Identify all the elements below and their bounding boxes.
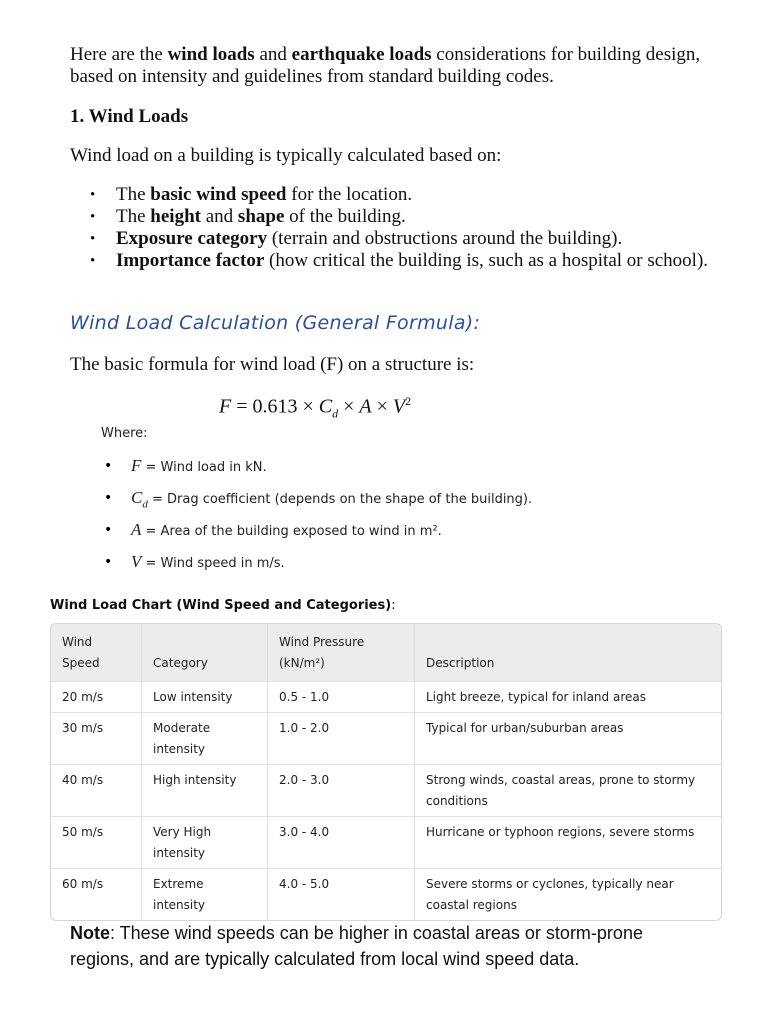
header-wind-pressure [268, 624, 415, 682]
variable-symbol: C [131, 488, 143, 507]
where-label: Where: [101, 426, 148, 441]
factor-bold: height [150, 206, 201, 227]
cell-category: Extreme intensity [142, 869, 268, 921]
chart-title-text: Wind Load Chart (Wind Speed and Categories) [50, 598, 392, 613]
factor-mid: and [200, 206, 238, 227]
variable-item [104, 520, 704, 552]
formula-times-v: × [371, 395, 393, 418]
cell-description: Hurricane or typhoon regions, severe storms [415, 817, 722, 869]
intro-text-2: and [254, 44, 292, 65]
formula-v: V [392, 395, 406, 418]
formula-a: A [359, 395, 372, 418]
section-heading-wind-loads: 1. Wind Loads [70, 106, 189, 127]
factor-bold-2: shape [237, 206, 285, 227]
variable-symbol: F [131, 456, 142, 475]
table-row [51, 765, 721, 817]
factor-post: (how critical the building is, such as a hospital or school). [264, 250, 709, 271]
formula-v-sup: 2 [405, 394, 412, 408]
factor-post: for the location. [286, 184, 413, 205]
table-header-row [51, 624, 721, 682]
cell-description: Light breeze, typical for inland areas [415, 682, 722, 713]
intro-text-1: Here are the [70, 44, 168, 65]
cell-category: Moderate intensity [142, 713, 268, 765]
cell-speed: 40 m/s [51, 765, 142, 817]
cell-speed: 20 m/s [51, 682, 142, 713]
formula-cd: C [318, 395, 333, 418]
cell-description: Strong winds, coastal areas, prone to stormy conditions [415, 765, 722, 817]
factor-bold: Importance factor [116, 250, 265, 271]
note-text: : These wind speeds can be higher in coastal areas or storm-prone regions, and are typically calculated from local wind speed data. [70, 923, 643, 969]
factor-post: of the building. [284, 206, 406, 227]
cell-category: Low intensity [142, 682, 268, 713]
variable-item [104, 456, 704, 488]
variable-subscript: d [142, 498, 148, 511]
factor-bold: Exposure category [116, 228, 268, 249]
formula-eq: = 0.613 × [231, 395, 319, 418]
intro-paragraph [70, 44, 710, 88]
cell-speed: 50 m/s [51, 817, 142, 869]
wind-load-chart-title [50, 598, 396, 613]
wind-load-factor-list [70, 184, 710, 272]
formula-f: F [219, 395, 232, 418]
variable-desc: = Wind speed in m/s. [141, 556, 285, 571]
factor-post: (terrain and obstructions around the building). [267, 228, 623, 249]
factor-pre: The [116, 206, 151, 227]
formula-intro: The basic formula for wind load (F) on a structure is: [70, 354, 475, 375]
formula-times-a: × [338, 395, 360, 418]
cell-speed: 60 m/s [51, 869, 142, 921]
wind-load-formula [219, 394, 411, 422]
cell-pressure: 1.0 - 2.0 [268, 713, 415, 765]
header-wind-speed [51, 624, 142, 682]
cell-description: Severe storms or cyclones, typically near coastal regions [415, 869, 722, 921]
factor-pre: The [116, 184, 151, 205]
wind-load-lead: Wind load on a building is typically calculated based on: [70, 145, 502, 166]
intro-bold-wind-loads: wind loads [167, 44, 255, 65]
formula-section-heading: Wind Load Calculation (General Formula): [70, 312, 481, 334]
factor-item [70, 206, 710, 228]
wind-load-table-container [50, 623, 722, 921]
header-wind-speed-line-2: Speed [62, 656, 100, 670]
cell-description: Typical for urban/suburban areas [415, 713, 722, 765]
variable-symbol: V [131, 552, 142, 571]
cell-pressure: 0.5 - 1.0 [268, 682, 415, 713]
header-category: Category [142, 624, 268, 682]
variable-symbol: A [131, 520, 142, 539]
table-row [51, 869, 721, 921]
factor-item [70, 184, 710, 206]
factor-item [70, 228, 710, 250]
formula-cd-sub: d [332, 406, 339, 421]
chart-title-suffix: : [391, 598, 396, 613]
intro-text-3: considerations for building design, based on intensity and guidelines from standard building codes. [70, 44, 701, 87]
cell-category: Very High intensity [142, 817, 268, 869]
variable-desc: = Drag coefficient (depends on the shape of the building). [147, 492, 533, 507]
variable-desc: = Wind load in kN. [141, 460, 267, 475]
table-row [51, 713, 721, 765]
header-wind-pressure-line-1: Wind Pressure [279, 635, 365, 649]
header-description: Description [426, 656, 495, 670]
note-label: Note [70, 923, 110, 943]
formula-variable-list [104, 456, 704, 584]
header-wind-pressure-line-2: (kN/m²) [279, 656, 325, 670]
cell-category: High intensity [142, 765, 268, 817]
cell-pressure: 4.0 - 5.0 [268, 869, 415, 921]
wind-load-table [51, 624, 721, 920]
note-paragraph [70, 920, 710, 972]
variable-item [104, 488, 704, 520]
factor-item [70, 250, 710, 272]
intro-bold-earthquake-loads: earthquake loads [291, 44, 432, 65]
cell-pressure: 3.0 - 4.0 [268, 817, 415, 869]
variable-item [104, 552, 704, 584]
cell-pressure: 2.0 - 3.0 [268, 765, 415, 817]
cell-speed: 30 m/s [51, 713, 142, 765]
variable-desc: = Area of the building exposed to wind in m². [141, 524, 442, 539]
table-row [51, 817, 721, 869]
table-row [51, 682, 721, 713]
factor-bold: basic wind speed [150, 184, 287, 205]
header-wind-speed-line-1: Wind [62, 635, 93, 649]
